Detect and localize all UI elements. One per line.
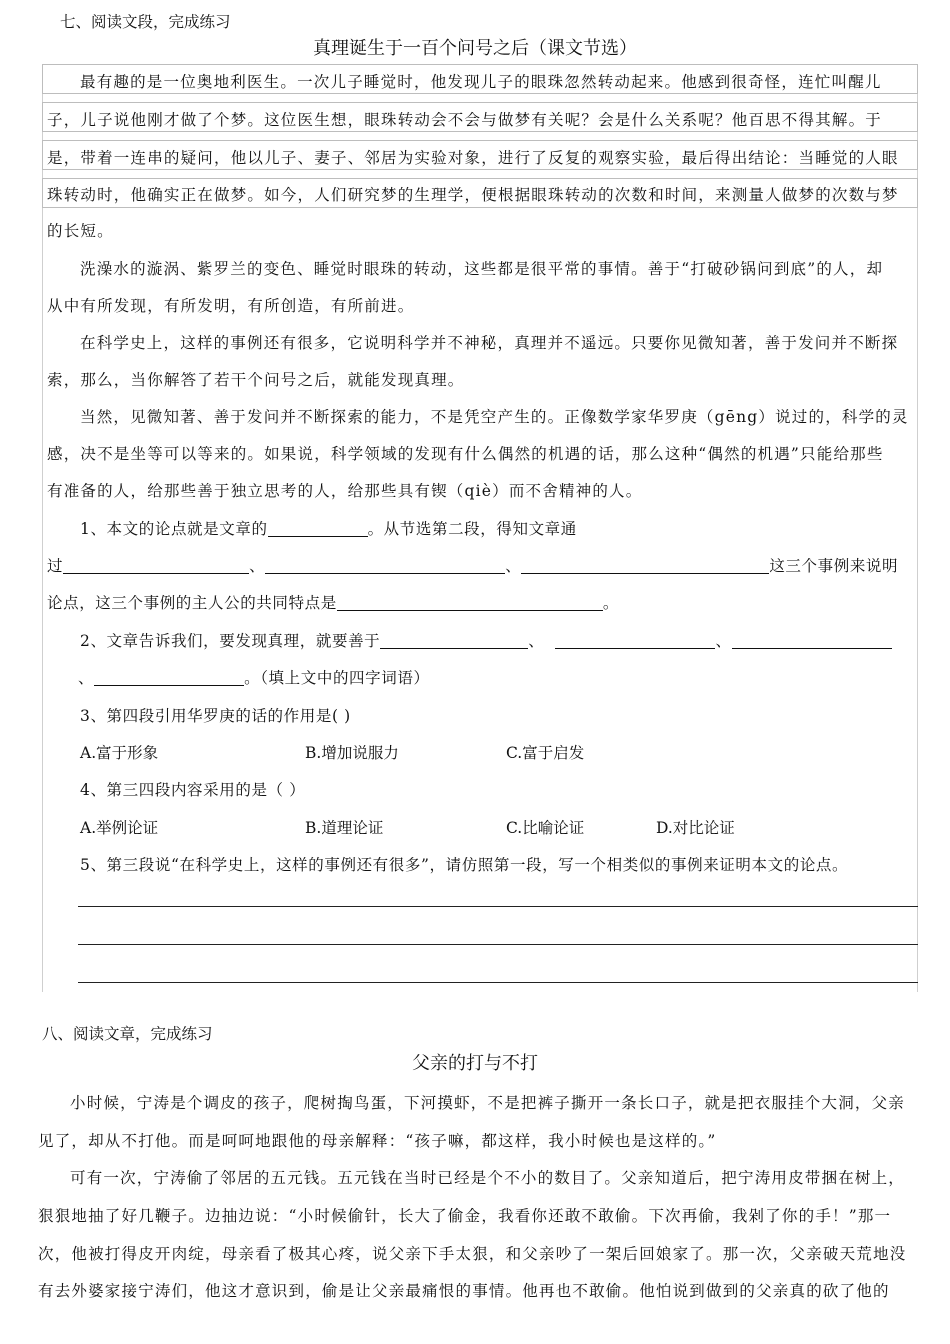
answer-line[interactable]: [78, 982, 918, 983]
answer-blank[interactable]: [63, 557, 249, 574]
question-1: [80, 517, 577, 539]
answer-line[interactable]: [78, 944, 918, 945]
passage-line: 最有趣的是一位奥地利医生。一次儿子睡觉时，他发现儿子的眼珠忽然转动起来。他感到很奇怪，连忙叫醒儿: [80, 73, 882, 91]
q1-text: 。从节选第二段，得知文章通: [367, 520, 577, 538]
passage-line: 可有一次，宁涛偷了邻居的五元钱。五元钱在当时已经是个不小的数目了。父亲知道后，把宁涛用皮带捆在树上，: [70, 1169, 906, 1187]
q3-option-b[interactable]: B.增加说服力: [305, 744, 399, 762]
q4-option-a[interactable]: A.举例论证: [80, 819, 159, 837]
passage-line: 感，决不是坐等可以等来的。如果说，科学领域的发现有什么偶然的机遇的话，那么这种“偶然的机遇”只能给那些: [47, 445, 884, 463]
answer-blank[interactable]: [337, 594, 603, 611]
answer-blank[interactable]: [380, 632, 528, 649]
passage-line: 的长短。: [47, 222, 114, 240]
answer-line[interactable]: [78, 906, 918, 907]
passage-line: 有准备的人，给那些善于独立思考的人，给那些具有锲（qiè）而不舍精神的人。: [47, 482, 643, 500]
passage-line: 当然，见微知著、善于发问并不断探索的能力，不是凭空产生的。正像数学家华罗庚（gēng）说过的，科学的灵: [80, 408, 909, 426]
q4-option-c[interactable]: C.比喻论证: [506, 819, 585, 837]
passage-line: 次，他被打得皮开肉绽，母亲看了极其心疼，说父亲下手太狠，和父亲吵了一架后回娘家了。那一次，父亲破天荒地没: [38, 1245, 907, 1263]
passage-line: 狠狠地抽了好几鞭子。边抽边说：“小时候偷针，长大了偷金，我看你还敢不敢偷。下次再偷，我剁了你的手！”那一: [38, 1207, 892, 1225]
question-3: 3、第四段引用华罗庚的话的作用是( ): [80, 707, 351, 725]
q1-text: 、: [249, 557, 266, 575]
passage-line: 从中有所发现，有所发明，有所创造，有所前进。: [47, 297, 415, 315]
q3-option-c[interactable]: C.富于启发: [506, 744, 585, 762]
passage-line: 小时候，宁涛是个调皮的孩子，爬树掏鸟蛋，下河摸虾，不是把裤子撕开一条长口子，就是把衣服挂个大洞，父亲: [70, 1094, 906, 1112]
question-2: [80, 629, 892, 651]
answer-blank[interactable]: [732, 632, 892, 649]
q2-text: 。（填上文中的四字词语）: [244, 669, 430, 687]
passage-line: 在科学史上，这样的事例还有很多，它说明科学并不神秘，真理并不遥远。只要你见微知著，善于发问并不断探: [80, 334, 899, 352]
q1-text: 、: [505, 557, 522, 575]
question-1-cont: [47, 591, 619, 613]
question-1-cont: [47, 554, 898, 576]
answer-blank[interactable]: [265, 557, 505, 574]
q1-text: 论点，这三个事例的主人公的共同特点是: [47, 594, 337, 612]
q2-text: 、: [78, 669, 95, 687]
passage-line: 有去外婆家接宁涛们，他这才意识到，偷是让父亲最痛恨的事情。他再也不敢偷。他怕说到做到的父亲真的砍了他的: [38, 1282, 890, 1300]
q2-text: 、: [528, 632, 545, 650]
q3-option-a[interactable]: A.富于形象: [80, 744, 159, 762]
question-4: 4、第三四段内容采用的是（ ）: [80, 781, 306, 799]
question-2-cont: [78, 666, 430, 688]
answer-blank[interactable]: [268, 520, 368, 537]
passage-line: 是，带着一连串的疑问，他以儿子、妻子、邻居为实验对象，进行了反复的观察实验，最后得出结论：当睡觉的人眼: [47, 149, 899, 167]
q4-option-d[interactable]: D.对比论证: [656, 819, 735, 837]
q1-text: 这三个事例来说明: [769, 557, 899, 575]
section7-title: 真理诞生于一百个问号之后（课文节选）: [313, 38, 637, 59]
section8-title: 父亲的打与不打: [412, 1053, 538, 1074]
answer-blank[interactable]: [94, 669, 244, 686]
section8-heading: 八、阅读文章，完成练习: [42, 1025, 213, 1043]
passage-line: 子，儿子说他刚才做了个梦。这位医生想，眼珠转动会不会与做梦有关呢？会是什么关系呢？他百思不得其解。于: [47, 111, 883, 129]
passage-line: 见了，却从不打他。而是呵呵地跟他的母亲解释：“孩子嘛，都这样，我小时候也是这样的。”: [38, 1132, 717, 1150]
q1-text: 过: [47, 557, 64, 575]
passage-line: 珠转动时，他确实正在做梦。如今，人们研究梦的生理学，便根据眼珠转动的次数和时间，来测量人做梦的次数与梦: [47, 186, 899, 204]
q2-text: 2、文章告诉我们，要发现真理，就要善于: [80, 632, 381, 650]
q4-option-b[interactable]: B.道理论证: [305, 819, 384, 837]
q1-text: 1、本文的论点就是文章的: [80, 520, 268, 538]
section7-heading: 七、阅读文段，完成练习: [60, 13, 231, 31]
answer-blank[interactable]: [521, 557, 769, 574]
answer-blank[interactable]: [555, 632, 715, 649]
question-5: 5、第三段说“在科学史上，这样的事例还有很多”，请仿照第一段，写一个相类似的事例来证明本文的论点。: [80, 856, 849, 874]
passage-line: 洗澡水的漩涡、紫罗兰的变色、睡觉时眼珠的转动，这些都是很平常的事情。善于“打破砂锅问到底”的人，却: [80, 260, 884, 278]
q2-text: 、: [715, 632, 732, 650]
q1-text: 。: [602, 594, 619, 612]
passage-line: 索，那么，当你解答了若干个问号之后，就能发现真理。: [47, 371, 465, 389]
